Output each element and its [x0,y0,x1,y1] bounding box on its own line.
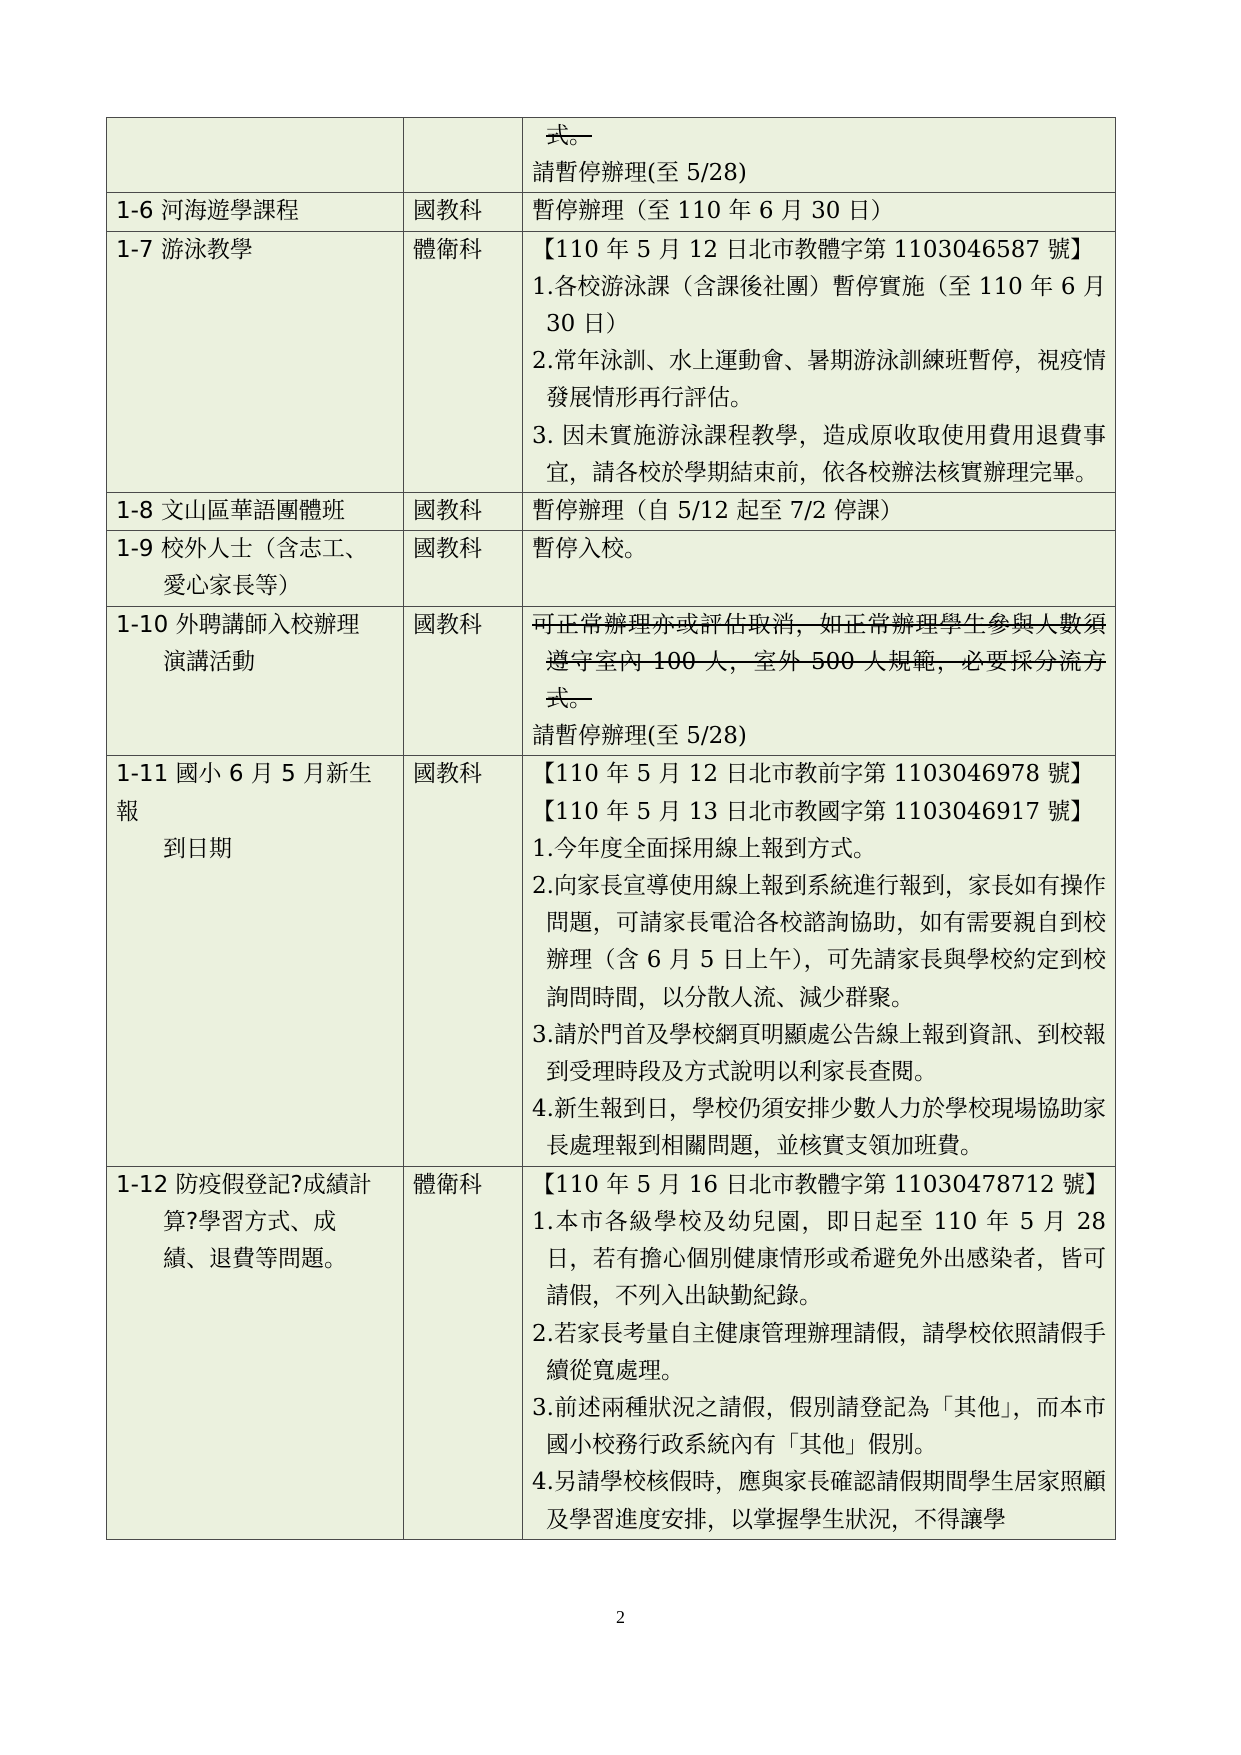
content-paragraph: 4.新生報到日，學校仍須安排少數人力於學校現場協助家長處理報到相關問題，並核實支領加班費。 [532,1096,1106,1160]
item-cell [107,231,404,492]
table-row [107,231,1116,492]
item-cell [107,1166,404,1539]
content-paragraph: 2.若家長考量自主健康管理辦理請假，請學校依照請假手續從寬處理。 [532,1320,1106,1384]
table-row [107,193,1116,231]
content-paragraph: 請暫停辦理(至 5/28) [532,723,747,750]
struck-paragraph: 可正常辦理亦或評估取消，如正常辦理學生參與人數須遵守室內 100 人，室外 500 人規範，必要採分流方式。 [532,611,1106,713]
content-cell [523,193,1116,231]
content-cell [523,118,1116,193]
content-cell [523,493,1116,531]
content-paragraph: 4.另請學校核假時，應與家長確認請假期間學生居家照顧及學習進度安排，以掌握學生狀況，不得讓學 [532,1469,1106,1533]
item-cell [107,118,404,193]
table-row [107,756,1116,1166]
item-text: 1-12 防疫假登記?成績計 [116,1171,372,1198]
content-cell [523,606,1116,756]
content-paragraph: 1.今年度全面採用線上報到方式。 [532,835,876,862]
measures-table [106,117,1116,1540]
table-row [107,493,1116,531]
item-text: 1-6 河海遊學課程 [116,198,299,225]
item-cell [107,493,404,531]
item-text: 到日期 [163,835,232,862]
content-cell [523,756,1116,1166]
content-paragraph: 2.常年泳訓、水上運動會、暑期游泳訓練班暫停，視疫情發展情形再行評估。 [532,348,1106,412]
table-row [107,1166,1116,1539]
unit-cell: 國教科 [404,193,523,231]
item-text: 演講活動 [163,648,255,675]
content-paragraph: 暫停入校。 [532,536,647,563]
content-paragraph: 2.向家長宣導使用線上報到系統進行報到，家長如有操作問題，可請家長電洽各校諮詢協助，如有需要親自到校辦理（含 6 月 5 日上午），可先請家長與學校約定到校詢問時間，以分散人流、減少群聚。 [532,873,1106,1011]
content-paragraph: 【110 年 5 月 13 日北市教國字第 1103046917 號】 [532,798,1094,825]
item-text: 1-10 外聘講師入校辦理 [116,611,360,638]
unit-cell: 國教科 [404,493,523,531]
content-paragraph: 暫停辦理（至 110 年 6 月 30 日） [532,198,894,225]
content-cell [523,1166,1116,1539]
content-paragraph: 3. 因未實施游泳課程教學，造成原收取使用費用退費事宜，請各校於學期結束前，依各校辦法核實辦理完畢。 [532,422,1106,486]
unit-cell: 國教科 [404,606,523,756]
content-paragraph: 1.各校游泳課（含課後社團）暫停實施（至 110 年 6 月 30 日） [532,273,1106,338]
item-text: 1-9 校外人士（含志工、 [116,536,368,563]
content-paragraph: 【110 年 5 月 12 日北市教前字第 1103046978 號】 [532,761,1094,788]
item-cell [107,531,404,606]
content-paragraph: 暫停辦理（自 5/12 起至 7/2 停課） [532,498,903,525]
content-paragraph: 【110 年 5 月 12 日北市教體字第 1103046587 號】 [532,236,1094,263]
item-cell [107,606,404,756]
unit-cell: 體衛科 [404,231,523,492]
item-text: 1-11 國小 6 月 5 月新生報 [116,761,373,825]
item-cell [107,756,404,1166]
content-paragraph: 【110 年 5 月 16 日北市教體字第 11030478712 號】 [532,1171,1108,1198]
table-row [107,531,1116,606]
unit-cell: 國教科 [404,531,523,606]
item-cell [107,193,404,231]
content-paragraph: 1.本市各級學校及幼兒園，即日起至 110 年 5 月 28 日，若有擔心個別健康情形或希避免外出感染者，皆可請假，不列入出缺勤紀錄。 [532,1208,1106,1310]
unit-cell: 體衛科 [404,1166,523,1539]
content-paragraph: 3.前述兩種狀況之請假，假別請登記為「其他」，而本市國小校務行政系統內有「其他」假別。 [532,1394,1106,1459]
item-text: 1-8 文山區華語團體班 [116,498,345,525]
page-number: 2 [616,1607,625,1627]
table-row [107,606,1116,756]
content-paragraph: 請暫停辦理(至 5/28) [532,160,747,187]
unit-cell [404,118,523,193]
content-cell [523,531,1116,606]
item-text: 算?學習方式、成 [163,1208,337,1235]
content-cell [523,231,1116,492]
struck-paragraph: 式。 [546,123,592,149]
table-row [107,118,1116,193]
item-text: 愛心家長等） [163,573,301,600]
item-text: 績、退費等問題。 [163,1246,347,1273]
unit-cell: 國教科 [404,756,523,1166]
item-text: 1-7 游泳教學 [116,236,253,263]
content-paragraph: 3.請於門首及學校網頁明顯處公告線上報到資訊、到校報到受理時段及方式說明以利家長查閱。 [532,1021,1106,1086]
